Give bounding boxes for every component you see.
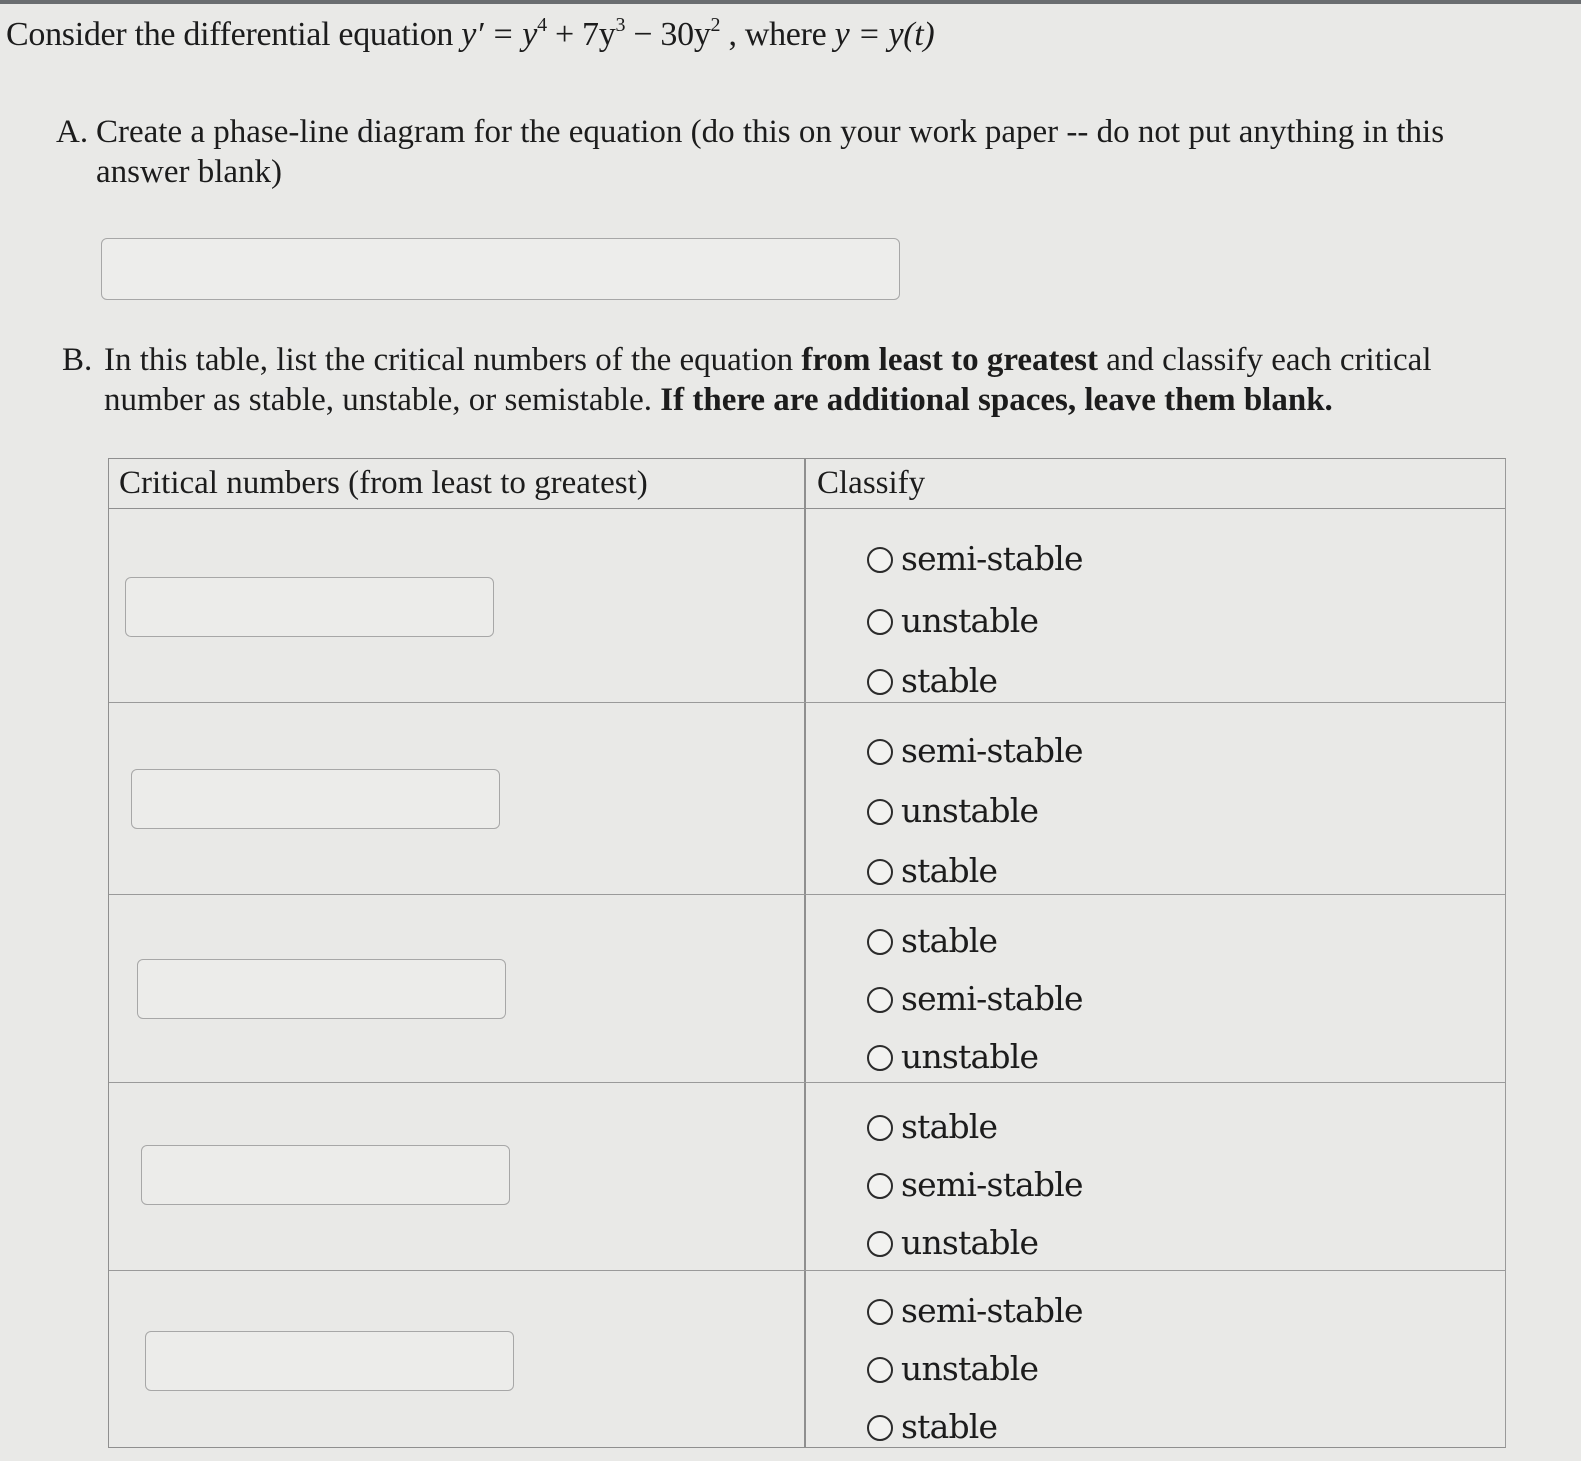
radio-circle-icon[interactable] [867,929,893,955]
part-a [56,112,1526,192]
equation: $y' = y^4 + 7y^3 - 30y^2$ [461,14,721,53]
where-expression: y = y(t) [834,16,935,53]
radio-circle-icon[interactable] [867,1045,893,1071]
radio-circle-icon[interactable] [867,1357,893,1383]
radio-option[interactable]: semi-stable [867,1291,1083,1330]
radio-option[interactable]: unstable [867,1349,1038,1388]
radio-option[interactable]: semi-stable [867,1165,1083,1204]
radio-option[interactable]: stable [867,1107,997,1146]
radio-option[interactable]: semi-stable [867,731,1083,770]
radio-circle-icon[interactable] [867,799,893,825]
radio-circle-icon[interactable] [867,1231,893,1257]
radio-circle-icon[interactable] [867,1415,893,1441]
radio-circle-icon[interactable] [867,1115,893,1141]
radio-option[interactable]: semi-stable [867,539,1083,578]
radio-circle-icon[interactable] [867,1299,893,1325]
part-b-label: B. [62,342,93,378]
radio-circle-icon[interactable] [867,1173,893,1199]
top-border [0,0,1581,4]
radio-option[interactable]: stable [867,1407,997,1446]
radio-circle-icon[interactable] [867,669,893,695]
where-label: , where [728,16,827,53]
critical-number-input-5[interactable] [145,1331,514,1391]
radio-option[interactable]: stable [867,851,997,890]
header-classify: Classify [817,465,926,501]
part-a-answer-field[interactable] [101,238,900,300]
question-prefix: Consider the differential equation [6,16,454,53]
radio-circle-icon[interactable] [867,739,893,765]
critical-number-input-3[interactable] [137,959,506,1019]
table-row [109,703,1505,895]
critical-number-input-4[interactable] [141,1145,510,1205]
table-header [109,459,1505,509]
radio-circle-icon[interactable] [867,987,893,1013]
radio-option[interactable]: unstable [867,791,1038,830]
question-stem [6,14,934,54]
radio-option[interactable]: semi-stable [867,979,1083,1018]
radio-option[interactable]: unstable [867,1223,1038,1262]
table-row [109,1271,1505,1461]
header-critical-numbers: Critical numbers (from least to greatest) [119,465,648,501]
radio-circle-icon[interactable] [867,547,893,573]
table-row [109,895,1505,1083]
radio-option[interactable]: unstable [867,1037,1038,1076]
part-a-text: Create a phase-line diagram for the equation (do this on your work paper -- do not put anything in this answer blank) [96,114,1445,190]
radio-circle-icon[interactable] [867,609,893,635]
radio-option[interactable]: unstable [867,601,1038,640]
part-b [62,340,1502,420]
critical-number-input-1[interactable] [125,577,494,637]
table-row [109,1083,1505,1271]
table-row [109,509,1505,703]
radio-option[interactable]: stable [867,661,997,700]
critical-numbers-table [108,458,1506,1448]
radio-option[interactable]: stable [867,921,997,960]
radio-circle-icon[interactable] [867,859,893,885]
critical-number-input-2[interactable] [131,769,500,829]
part-a-label: A. [56,114,89,150]
part-b-text: In this table, list the critical numbers of the equation from least to greatest and classify each critical number as stable, unstable, or semistable. If there are additional spaces, leave them blank. [104,342,1432,418]
